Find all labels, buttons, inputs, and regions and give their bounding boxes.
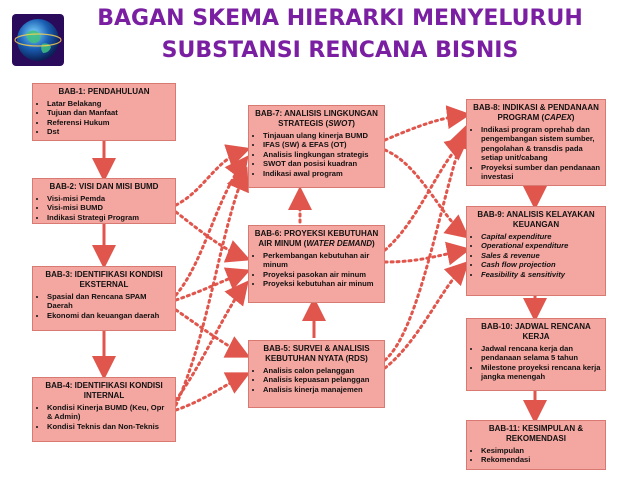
box-title: BAB-11: KESIMPULAN & [488, 424, 584, 433]
box-title-part: AIR MINUM ( [258, 239, 307, 248]
box-title: BAB-4: IDENTIFIKASI KONDISI [45, 381, 163, 390]
box-title: KEUANGAN [512, 220, 560, 229]
box-title [253, 119, 380, 129]
list-item: • SWOT dan posisi kuadran [263, 159, 380, 168]
box-title-part: PROGRAM ( [497, 113, 545, 122]
list-item: • Visi-misi BUMD [47, 203, 171, 212]
box-title-part: ) [371, 239, 375, 248]
box-title-part: WATER DEMAND [306, 239, 372, 248]
box-title-part: CAPEX [544, 113, 572, 122]
list-item: • Capital expenditure [481, 232, 601, 241]
box-title [253, 239, 380, 249]
box-title: BAB-1: PENDAHULUAN [58, 87, 150, 96]
box-title: EKSTERNAL [79, 280, 129, 289]
box-title-part: SWOT [328, 119, 353, 128]
list-item: • Kondisi Teknis dan Non-Teknis [47, 422, 171, 431]
box-title [471, 113, 601, 123]
list-item: • Sales & revenue [481, 251, 601, 260]
list-item: • Operational expenditure [481, 241, 601, 250]
list-item: • Indikasi awal program [263, 169, 380, 178]
box-title: BAB-6: PROYEKSI KEBUTUHAN [254, 229, 379, 238]
list-item: • Perkembangan kebutuhan air minum [263, 251, 380, 270]
list-item: • Indikasi program oprehab dan pengembangan sistem sumber, pengolahan & transdis pada setiap unit/cabang [481, 125, 601, 163]
list-item: • Analisis calon pelanggan [263, 366, 380, 375]
list-item: • Feasibility & sensitivity [481, 270, 601, 279]
box-title: BAB-7: ANALISIS LINGKUNGAN [255, 109, 378, 118]
box-bab-5 [248, 340, 385, 408]
list-item: • Spasial dan Rencana SPAM Daerah [47, 292, 171, 311]
box-title: BAB-8: INDIKASI & PENDANAAN [473, 103, 599, 112]
list-item: • Indikasi Strategi Program [47, 213, 171, 222]
list-item: • Tujuan dan Manfaat [47, 108, 171, 117]
box-title: BAB-9: ANALISIS KELAYAKAN [477, 210, 595, 219]
list-item: • Analisis kinerja manajemen [263, 385, 380, 394]
box-title: INTERNAL [83, 391, 125, 400]
list-item: • Visi-misi Pemda [47, 194, 171, 203]
list-item: • Jadwal rencana kerja dan pendanaan selama 5 tahun [481, 344, 601, 363]
list-item: • Ekonomi dan keuangan daerah [47, 311, 171, 320]
list-item: • Proyeksi kebutuhan air minum [263, 279, 380, 288]
list-item: • Proyeksi pasokan air minum [263, 270, 380, 279]
box-bab-2 [32, 178, 176, 224]
box-bab-9 [466, 206, 606, 296]
list-item: • Analisis lingkungan strategis [263, 150, 380, 159]
box-bab-1 [32, 83, 176, 141]
list-item: • Kondisi Kinerja BUMD (Keu, Opr & Admin) [47, 403, 171, 422]
list-item: • Kesimpulan [481, 446, 601, 455]
box-title: REKOMENDASI [505, 434, 566, 443]
box-bab-3 [32, 266, 176, 331]
list-item: • Proyeksi sumber dan pendanaan investasi [481, 163, 601, 182]
box-bab-10 [466, 318, 606, 391]
list-item: • Rekomendasi [481, 455, 601, 464]
box-title-part: ) [571, 113, 575, 122]
box-title: KEBUTUHAN NYATA (RDS) [265, 354, 368, 363]
box-title: BAB-3: IDENTIFIKASI KONDISI [45, 270, 163, 279]
box-bab-8 [466, 99, 606, 186]
list-item: • Dst [47, 127, 171, 136]
list-item: • Analisis kepuasan pelanggan [263, 375, 380, 384]
box-title-part: STRATEGIS ( [278, 119, 329, 128]
title-line-1: BAGAN SKEMA HIERARKI MENYELURUH [97, 6, 583, 31]
box-bab-4 [32, 377, 176, 442]
box-title: BAB-2: VISI DAN MISI BUMD [49, 182, 159, 191]
box-title: BAB-10: JADWAL RENCANA [481, 322, 591, 331]
box-bab-7 [248, 105, 385, 188]
box-title-part: ) [352, 119, 355, 128]
list-item: • Referensi Hukum [47, 118, 171, 127]
list-item: • Cash flow projection [481, 260, 601, 269]
box-bab-11 [466, 420, 606, 470]
list-item: • Latar Belakang [47, 99, 171, 108]
list-item: • Tinjauan ulang kinerja BUMD [263, 131, 380, 140]
box-title: KERJA [522, 332, 550, 341]
title-line-2: SUBSTANSI RENCANA BISNIS [161, 38, 519, 63]
box-title: BAB-5: SURVEI & ANALISIS [263, 344, 370, 353]
box-bab-6 [248, 225, 385, 303]
list-item: • Milestone proyeksi rencana kerja jangka menengah [481, 363, 601, 382]
list-item: • IFAS (SW) & EFAS (OT) [263, 140, 380, 149]
